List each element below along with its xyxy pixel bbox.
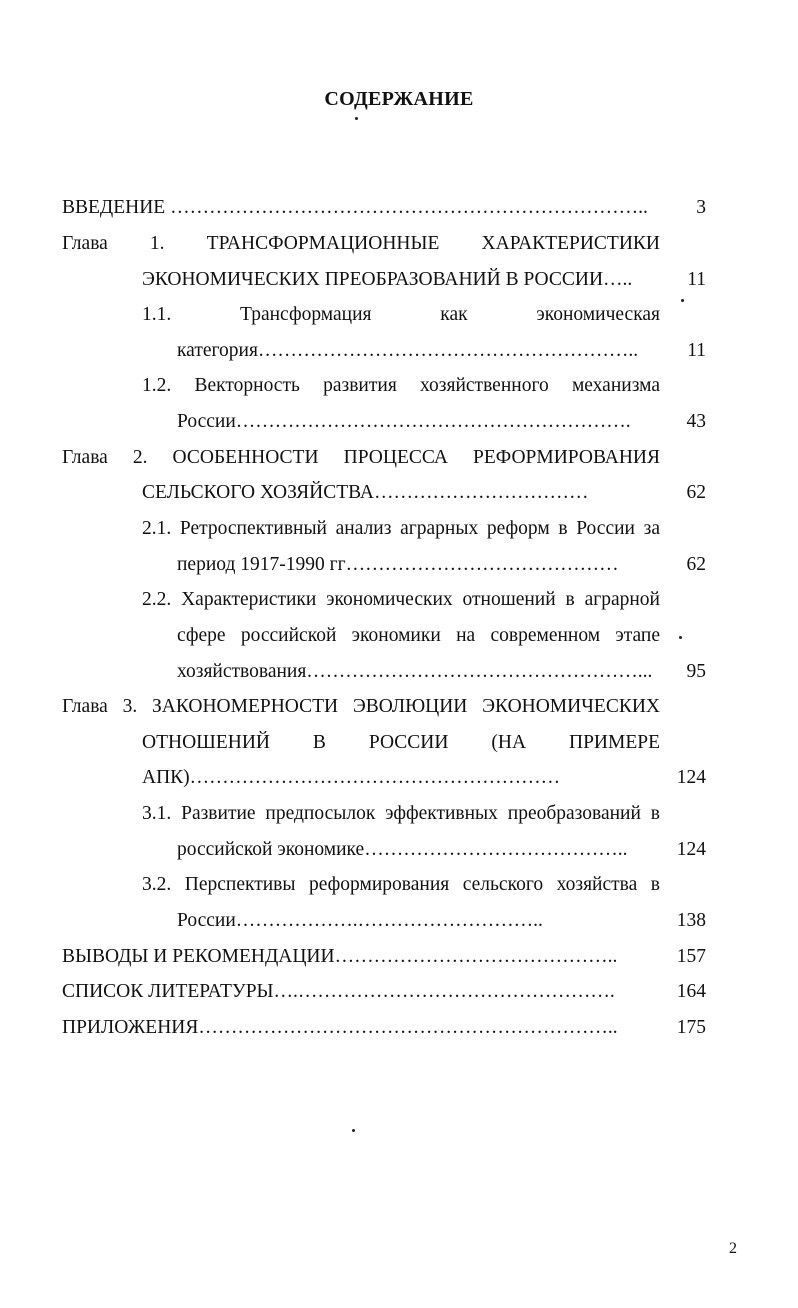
toc-line: 3.1. Развитие предпосылок эффективных преобразований в: [142, 803, 660, 824]
toc-line: 2.2. Характеристики экономических отношений в аграрной: [142, 589, 660, 610]
toc-page-number: 95: [686, 661, 706, 682]
scan-speck: [679, 636, 682, 639]
page-title: СОДЕРЖАНИЕ: [324, 88, 474, 110]
toc-page-number: 3: [696, 197, 706, 218]
toc-line: 2.1. Ретроспективный анализ аграрных реформ в России за: [142, 518, 660, 539]
toc-line: СЕЛЬСКОГО ХОЗЯЙСТВА……………………………: [142, 482, 589, 503]
toc-page-number: 62: [686, 482, 706, 503]
toc-line: СПИСОК ЛИТЕРАТУРЫ….………………………………………….: [62, 981, 615, 1002]
toc-page-number: 43: [686, 411, 706, 432]
toc-line: России……………….………………………..: [177, 910, 543, 931]
toc-page-number: 124: [676, 767, 706, 788]
scan-speck: [681, 299, 684, 302]
page-number: 2: [729, 1240, 737, 1257]
toc-page-number: 157: [676, 946, 706, 967]
toc-page-number: 124: [676, 839, 706, 860]
toc-page-number: 164: [676, 981, 706, 1002]
toc-line: период 1917-1990 гг……………………………………: [177, 554, 619, 575]
toc-line: ОТНОШЕНИЙ В РОССИИ (НА ПРИМЕРЕ: [142, 732, 660, 753]
toc-page-number: 11: [687, 340, 706, 361]
scan-speck: [355, 117, 358, 120]
toc-line: Глава 3. ЗАКОНОМЕРНОСТИ ЭВОЛЮЦИИ ЭКОНОМИЧЕСКИХ: [62, 696, 660, 717]
toc-line: российской экономике…………………………………..: [177, 839, 628, 860]
toc-page-number: 175: [676, 1017, 706, 1038]
toc-line: ПРИЛОЖЕНИЯ………………………………………………………..: [62, 1017, 618, 1038]
toc-line: России…………………………………………………….: [177, 411, 631, 432]
toc-line: АПК)…………………………………………………: [142, 767, 561, 788]
toc-line: категория…………………………………………………..: [177, 340, 639, 361]
toc-line: ВВЕДЕНИЕ ………………………………………………………………..: [62, 197, 648, 218]
toc-line: ВЫВОДЫ И РЕКОМЕНДАЦИИ……………………………………..: [62, 946, 618, 967]
toc-line: 1.1. Трансформация как экономическая: [142, 304, 660, 325]
toc-line: ЭКОНОМИЧЕСКИХ ПРЕОБРАЗОВАНИЙ В РОССИИ…..: [142, 269, 633, 290]
scan-speck: [352, 1129, 355, 1132]
toc-line: 3.2. Перспективы реформирования сельского хозяйства в: [142, 874, 660, 895]
toc-line: Глава 1. ТРАНСФОРМАЦИОННЫЕ ХАРАКТЕРИСТИКИ: [62, 233, 660, 254]
toc-line: Глава 2. ОСОБЕННОСТИ ПРОЦЕССА РЕФОРМИРОВАНИЯ: [62, 447, 660, 468]
toc-page-number: 138: [676, 910, 706, 931]
toc-line: хозяйствования……………………………………………...: [177, 661, 653, 682]
toc-page-number: 62: [686, 554, 706, 575]
toc-page-number: 11: [687, 269, 706, 290]
toc-line: 1.2. Векторность развития хозяйственного механизма: [142, 375, 660, 396]
toc-line: сфере российской экономики на современном этапе: [177, 625, 660, 646]
